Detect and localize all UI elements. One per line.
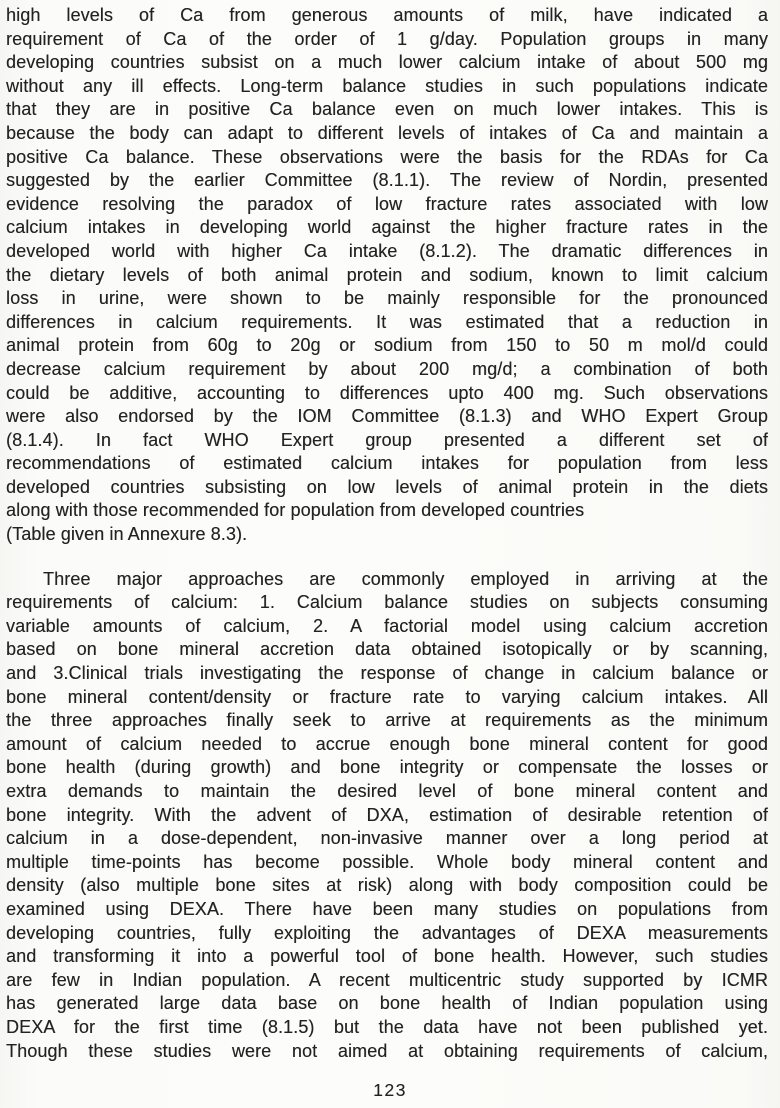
text-line: along with those recommended for population from developed countries	[6, 500, 585, 521]
text-line: based on bone mineral accretion data obtained isotopically or by scanning,	[6, 639, 768, 660]
text-line: has generated large data base on bone health of Indian population using	[6, 993, 768, 1014]
text-line: density (also multiple bone sites at risk) along with body composition could be	[6, 875, 768, 896]
text-line: developing countries, fully exploiting the advantages of DEXA measurements	[6, 922, 768, 943]
text-line: and transforming it into a powerful tool of bone health. However, such studies	[6, 946, 768, 967]
text-line: (8.1.4). In fact WHO Expert group presented a different set of	[6, 429, 768, 450]
text-line: multiple time-points has become possible. Whole body mineral content and	[6, 851, 768, 872]
text-line: evidence resolving the paradox of low fracture rates associated with low	[6, 193, 768, 214]
text-line: amount of calcium needed to accrue enough bone mineral content for good	[6, 733, 768, 754]
text-line: the three approaches finally seek to arrive at requirements as the minimum	[6, 710, 768, 731]
text-line: high levels of Ca from generous amounts of milk, have indicated a	[6, 5, 768, 25]
text-line: because the body can adapt to different levels of intakes of Ca and maintain a	[6, 122, 768, 143]
text-line: requirements of calcium: 1. Calcium balance studies on subjects consuming	[6, 592, 768, 613]
text-line: decrease calcium requirement by about 200 mg/d; a combination of both	[6, 358, 768, 379]
text-line: (Table given in Annexure 8.3).	[6, 524, 248, 545]
paragraph	[6, 568, 768, 1063]
text-line: animal protein from 60g to 20g or sodium from 150 to 50 m mol/d could	[6, 335, 768, 356]
text-line: calcium in a dose-dependent, non-invasive manner over a long period at	[6, 828, 768, 849]
text-line: without any ill effects. Long-term balance studies in such populations indicate	[6, 75, 768, 96]
text-line: bone integrity. With the advent of DXA, estimation of desirable retention of	[6, 804, 768, 825]
text-line: positive Ca balance. These observations were the basis for the RDAs for Ca	[6, 146, 768, 167]
text-line: Though these studies were not aimed at obtaining requirements of calcium,	[6, 1040, 768, 1061]
text-line: calcium intakes in developing world against the higher fracture rates in the	[6, 217, 768, 238]
text-line: bone mineral content/density or fracture rate to varying calcium intakes. All	[6, 686, 768, 707]
text-line: variable amounts of calcium, 2. A factorial model using calcium accretion	[6, 615, 768, 636]
text-line: Three major approaches are commonly employed in arriving at the	[43, 568, 768, 589]
paragraph	[6, 4, 768, 547]
text-line: developing countries subsist on a much lower calcium intake of about 500 mg	[6, 52, 768, 73]
text-line: requirement of Ca of the order of 1 g/day. Population groups in many	[6, 28, 768, 49]
text-line: differences in calcium requirements. It was estimated that a reduction in	[6, 311, 768, 332]
page-number: 123	[373, 1080, 407, 1100]
text-line: suggested by the earlier Committee (8.1.1). The review of Nordin, presented	[6, 170, 768, 191]
text-line: developed world with higher Ca intake (8.1.2). The dramatic differences in	[6, 240, 768, 261]
page-body	[6, 4, 768, 1063]
text-line: and 3.Clinical trials investigating the response of change in calcium balance or	[6, 663, 768, 684]
text-line: extra demands to maintain the desired level of bone mineral content and	[6, 781, 768, 801]
text-line: recommendations of estimated calcium intakes for population from less	[6, 453, 768, 474]
text-line: examined using DEXA. There have been many studies on populations from	[6, 898, 768, 919]
text-line: could be additive, accounting to differences upto 400 mg. Such observations	[6, 382, 768, 403]
text-line: the dietary levels of both animal protein and sodium, known to limit calcium	[6, 264, 768, 285]
text-line: were also endorsed by the IOM Committee (8.1.3) and WHO Expert Group	[6, 406, 768, 427]
text-line: that they are in positive Ca balance even on much lower intakes. This is	[6, 99, 768, 120]
text-line: bone health (during growth) and bone integrity or compensate the losses or	[6, 757, 768, 778]
text-line: developed countries subsisting on low levels of animal protein in the diets	[6, 476, 768, 497]
text-line: are few in Indian population. A recent multicentric study supported by ICMR	[6, 969, 768, 990]
text-line: DEXA for the first time (8.1.5) but the data have not been published yet.	[6, 1016, 768, 1037]
text-line: loss in urine, were shown to be mainly responsible for the pronounced	[6, 288, 768, 309]
